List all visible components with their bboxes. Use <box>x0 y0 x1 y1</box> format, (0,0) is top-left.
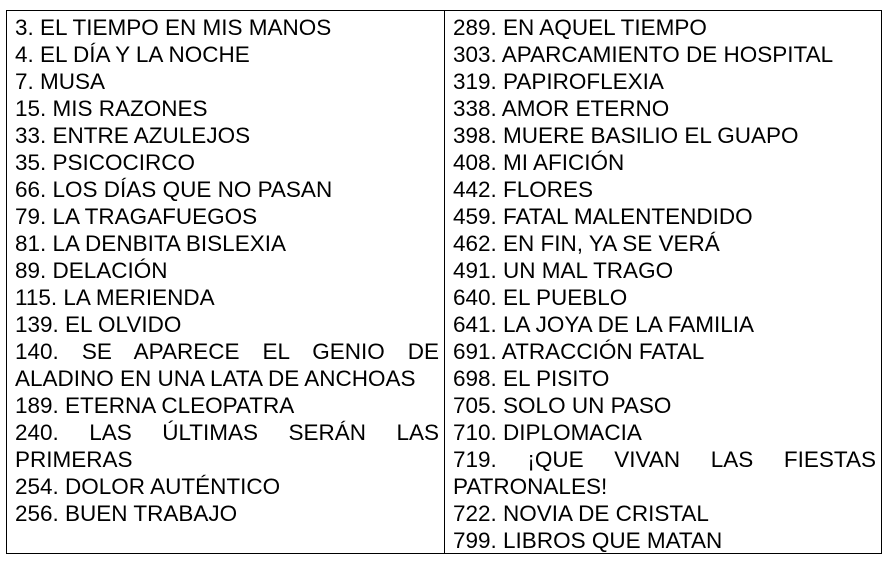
list-item: 459. FATAL MALENTENDIDO <box>453 204 753 229</box>
list-item: 491. UN MAL TRAGO <box>453 258 674 283</box>
list-item: 462. EN FIN, YA SE VERÁ <box>453 231 720 256</box>
list-item: 7. MUSA <box>15 69 106 94</box>
list-item: 15. MIS RAZONES <box>15 96 208 121</box>
list-item: 719. ¡QUE VIVAN LAS FIESTAS PATRONALES! <box>453 447 876 499</box>
list-item: 140. SE APARECE EL GENIO DE ALADINO EN UNA LATA DE ANCHOAS <box>15 339 439 391</box>
list-item: 66. LOS DÍAS QUE NO PASAN <box>15 177 333 202</box>
left-column <box>15 14 439 527</box>
list-item: 115. LA MERIENDA <box>15 285 215 310</box>
list-item: 256. BUEN TRABAJO <box>15 501 238 526</box>
list-item: 240. LAS ÚLTIMAS SERÁN LAS PRIMERAS <box>15 420 439 472</box>
list-item: 442. FLORES <box>453 177 594 202</box>
list-item: 705. SOLO UN PASO <box>453 393 672 418</box>
title-table <box>6 10 882 554</box>
list-item: 338. AMOR ETERNO <box>453 96 670 121</box>
list-item: 33. ENTRE AZULEJOS <box>15 123 251 148</box>
list-item: 139. EL OLVIDO <box>15 312 182 337</box>
list-item: 89. DELACIÓN <box>15 258 168 283</box>
list-item: 303. APARCAMIENTO DE HOSPITAL <box>453 42 834 67</box>
list-item: 81. LA DENBITA BISLEXIA <box>15 231 286 256</box>
list-item: 799. LIBROS QUE MATAN <box>453 528 723 553</box>
list-item: 640. EL PUEBLO <box>453 285 628 310</box>
list-item: 189. ETERNA CLEOPATRA <box>15 393 295 418</box>
list-item: 3. EL TIEMPO EN MIS MANOS <box>15 15 332 40</box>
list-item: 319. PAPIROFLEXIA <box>453 69 664 94</box>
list-item: 722. NOVIA DE CRISTAL <box>453 501 709 526</box>
list-item: 408. MI AFICIÓN <box>453 150 625 175</box>
column-divider <box>444 11 445 553</box>
list-item: 691. ATRACCIÓN FATAL <box>453 339 705 364</box>
list-item: 641. LA JOYA DE LA FAMILIA <box>453 312 754 337</box>
list-item: 254. DOLOR AUTÉNTICO <box>15 474 281 499</box>
list-item: 79. LA TRAGAFUEGOS <box>15 204 258 229</box>
list-item: 710. DIPLOMACIA <box>453 420 642 445</box>
right-column <box>453 14 876 554</box>
list-item: 35. PSICOCIRCO <box>15 150 196 175</box>
list-item: 4. EL DÍA Y LA NOCHE <box>15 42 250 67</box>
list-item: 289. EN AQUEL TIEMPO <box>453 15 707 40</box>
list-item: 698. EL PISITO <box>453 366 610 391</box>
list-item: 398. MUERE BASILIO EL GUAPO <box>453 123 799 148</box>
